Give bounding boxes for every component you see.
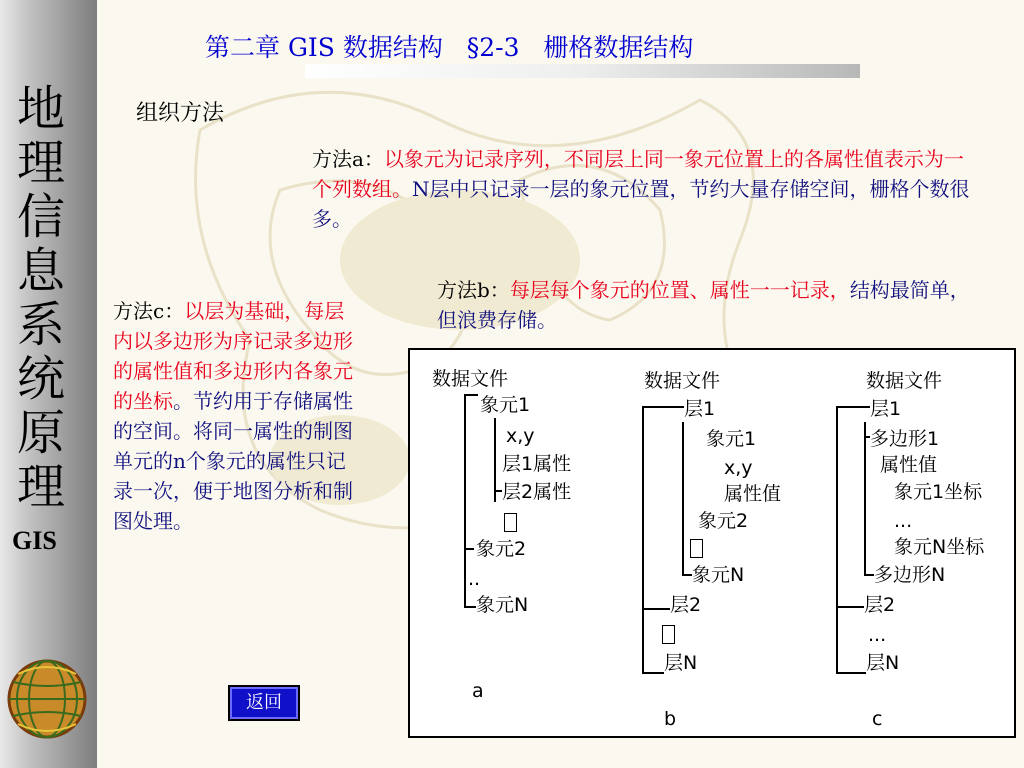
- diagram-a-label: a: [472, 680, 484, 702]
- diagram-b-cell1: 象元1: [706, 428, 757, 450]
- diagram-a-box: [504, 512, 517, 532]
- diagram-c-cell1: 象元1坐标: [894, 481, 983, 503]
- method-a-paragraph: [312, 144, 972, 234]
- diagram-c-root: 数据文件: [866, 370, 943, 392]
- diagram-c-subtrunk: [864, 422, 866, 576]
- diagram-b-xy: x,y: [724, 457, 753, 479]
- diagram-a-root: 数据文件: [432, 368, 509, 390]
- method-a-label: 方法a：: [312, 147, 384, 171]
- diagram-b-layer2: 层2: [670, 594, 702, 616]
- method-c-label: 方法c：: [113, 299, 185, 323]
- page-title: [205, 28, 693, 64]
- method-a-blue-text: N层中只记录一层的象元位置，节约大量存储空间，栅格个数很多。: [312, 177, 970, 231]
- diagram-b-subtrunk: [682, 422, 684, 576]
- diagram-c-layer2: 层2: [864, 594, 896, 616]
- diagram-c-layer1: 层1: [870, 398, 902, 420]
- section-heading: 组织方法: [136, 101, 225, 126]
- diagram-b-sub-branch: [682, 574, 692, 576]
- method-a-red-text: 以象元为记录序列，不同层上同一象元位置上的各属性值表示为一个列数组。: [312, 147, 964, 201]
- diagram-c-poly1: 多边形1: [870, 428, 940, 450]
- method-b-red-text: 每层每个象元的位置、属性一一记录，: [509, 278, 850, 302]
- diagram-c-branch1: [836, 406, 870, 408]
- globe-logo-icon: [4, 656, 90, 742]
- diagram-b-box2: [662, 624, 675, 644]
- diagram-b-layerN: 层N: [664, 652, 698, 674]
- diagram-c-label: c: [872, 708, 883, 730]
- diagram-a-attr1: 层1属性: [502, 453, 572, 475]
- data-structure-diagram: [408, 348, 1016, 738]
- method-c-blue-text: 。节约用于存储属性的空间。将同一属性的制图单元的n个象元的属性只记录一次，便于地图分析和制图处理。: [113, 389, 353, 533]
- return-button[interactable]: 返回: [228, 685, 300, 721]
- diagram-a-branch2: [464, 548, 474, 550]
- diagram-c-dots1: ...: [894, 510, 913, 532]
- diagram-c-dots2: ...: [868, 624, 887, 646]
- diagram-c-branch3: [836, 672, 866, 674]
- diagram-a-cell2: 象元2: [476, 538, 527, 560]
- diagram-b-root: 数据文件: [644, 370, 721, 392]
- diagram-a-cellN: 象元N: [476, 594, 529, 616]
- method-b-blue-text: 结构最简单，但浪费存储。: [437, 278, 970, 332]
- title-section-name: 栅格数据结构: [543, 33, 694, 62]
- diagram-b-cell2: 象元2: [698, 510, 749, 532]
- diagram-c-layerN: 层N: [866, 652, 900, 674]
- diagram-c-trunk: [836, 406, 838, 674]
- title-chapter: 第二章 GIS 数据结构: [205, 33, 443, 62]
- method-b-label: 方法b：: [437, 278, 510, 302]
- diagram-b-label: b: [664, 708, 677, 730]
- diagram-a-cell1: 象元1: [480, 394, 531, 416]
- diagram-a-attr2: 层2属性: [502, 481, 572, 503]
- diagram-b-trunk: [642, 406, 644, 674]
- diagram-c-cellN: 象元N坐标: [894, 536, 985, 558]
- diagram-a-branch3: [464, 606, 476, 608]
- diagram-a-sub-branch: [494, 490, 502, 492]
- diagram-b-branch1: [642, 406, 684, 408]
- method-b-paragraph: [437, 275, 977, 335]
- method-c-paragraph: [113, 296, 358, 536]
- diagram-a-dots: ..: [468, 568, 481, 590]
- diagram-b-branch3: [642, 672, 664, 674]
- diagram-a-xy: x,y: [506, 425, 535, 447]
- sidebar-title: 地理信息系统原理: [16, 81, 65, 515]
- diagram-a-trunk: [464, 394, 466, 608]
- diagram-c-polyN-branch: [864, 574, 874, 576]
- diagram-c-polyN: 多边形N: [874, 564, 946, 586]
- diagram-b-cellN: 象元N: [692, 564, 745, 586]
- diagram-c-branch2: [836, 606, 864, 608]
- diagram-b-branch2: [642, 608, 670, 610]
- method-c-red-text: 以层为基础，每层内以多边形为序记录多边形的属性值和多边形内各象元的坐标: [113, 299, 353, 413]
- diagram-b-layer1: 层1: [684, 398, 716, 420]
- title-underline: [305, 64, 860, 78]
- sidebar: [0, 0, 97, 768]
- diagram-b-box1: [690, 538, 703, 558]
- title-section-number: §2-3: [466, 33, 520, 62]
- diagram-a-branch: [464, 394, 478, 396]
- sidebar-gis-label: GIS: [12, 526, 57, 555]
- diagram-c-attr: 属性值: [880, 454, 938, 476]
- diagram-b-attr: 属性值: [724, 483, 782, 505]
